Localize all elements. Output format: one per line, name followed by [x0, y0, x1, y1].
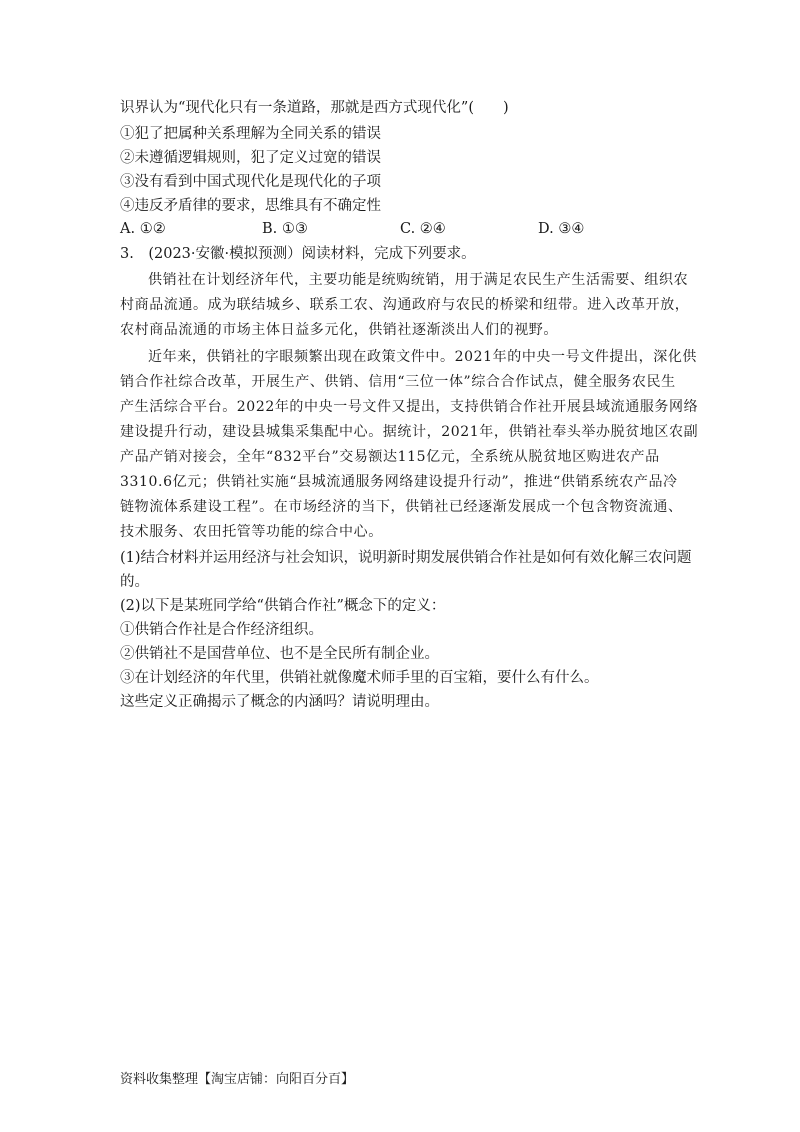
material-p2-line-8: 技术服务、农田托管等功能的综合中心。 — [120, 524, 383, 540]
sub-question-2-intro: (2)以下是某班同学给“供销合作社”概念下的定义： — [120, 598, 446, 614]
q2-item-2: ②未遵循逻辑规则，犯了定义过宽的错误 — [120, 150, 381, 166]
material-p1-line-3: 农村商品流通的市场主体日益多元化，供销社逐渐淡出人们的视野。 — [120, 322, 558, 338]
material-p2-line-5: 产品产销对接会，全年“832平台”交易额达115亿元，全系统从脱贫地区购进农产品 — [120, 449, 660, 465]
sub-question-2-prompt: 这些定义正确揭示了概念的内涵吗？请说明理由。 — [120, 694, 439, 710]
q2-item-4: ④违反矛盾律的要求，思维具有不确定性 — [120, 198, 381, 214]
sub-question-1-line-1: (1)结合材料并运用经济与社会知识，说明新时期发展供销合作社是如何有效化解三农问题 — [120, 550, 692, 566]
material-p2-line-2: 销合作社综合改革，开展生产、供销、信用“三位一体”综合合作试点，健全服务农民生 — [120, 374, 676, 390]
option-d: D. ③④ — [538, 221, 585, 237]
option-c: C. ②④ — [400, 221, 446, 237]
option-b: B. ①③ — [262, 221, 308, 237]
q2-item-1: ①犯了把属种关系理解为全同关系的错误 — [120, 126, 381, 142]
material-p2-line-6: 3310.6亿元；供销社实施“县城流通服务网络建设提升行动”，推进“供销系统农产品冷 — [120, 474, 678, 490]
q3-header: 3. (2023·安徽·模拟预测）阅读材料，完成下列要求。 — [120, 246, 476, 262]
q2-item-3: ③没有看到中国式现代化是现代化的子项 — [120, 174, 381, 190]
material-p2-line-1: 近年来，供销社的字眼频繁出现在政策文件中。2021年的中央一号文件提出，深化供 — [148, 349, 698, 365]
q2-answer-options — [120, 219, 640, 239]
material-p1-line-1: 供销社在计划经济年代，主要功能是统购统销，用于满足农民生产生活需要、组织农 — [148, 272, 689, 288]
definition-3: ③在计划经济的年代里，供销社就像魔术师手里的百宝箱，要什么有什么。 — [120, 670, 599, 686]
q2-stem-tail: 识界认为“现代化只有一条道路，那就是西方式现代化”( ) — [120, 100, 509, 116]
material-p1-line-2: 村商品流通。成为联结城乡、联系工农、沟通政府与农民的桥梁和纽带。进入改革开放， — [120, 297, 690, 313]
material-p2-line-4: 建设提升行动，建设县城集采集配中心。据统计，2021年，供销社奉头举办脱贫地区农副 — [120, 424, 699, 440]
definition-2: ②供销社不是国营单位、也不是全民所有制企业。 — [120, 646, 439, 662]
sub-question-1-line-2: 的。 — [120, 574, 149, 590]
option-a: A. ①② — [120, 221, 166, 237]
footer-source: 资料收集整理【淘宝店铺：向阳百分百】 — [120, 1072, 355, 1087]
definition-1: ①供销合作社是合作经济组织。 — [120, 622, 323, 638]
material-p2-line-3: 产生活综合平台。2022年的中央一号文件又提出，支持供销合作社开展县域流通服务网络 — [120, 399, 699, 415]
material-p2-line-7: 链物流体系建设工程”。在市场经济的当下，供销社已经逐渐发展成一个包含物资流通、 — [120, 499, 683, 515]
